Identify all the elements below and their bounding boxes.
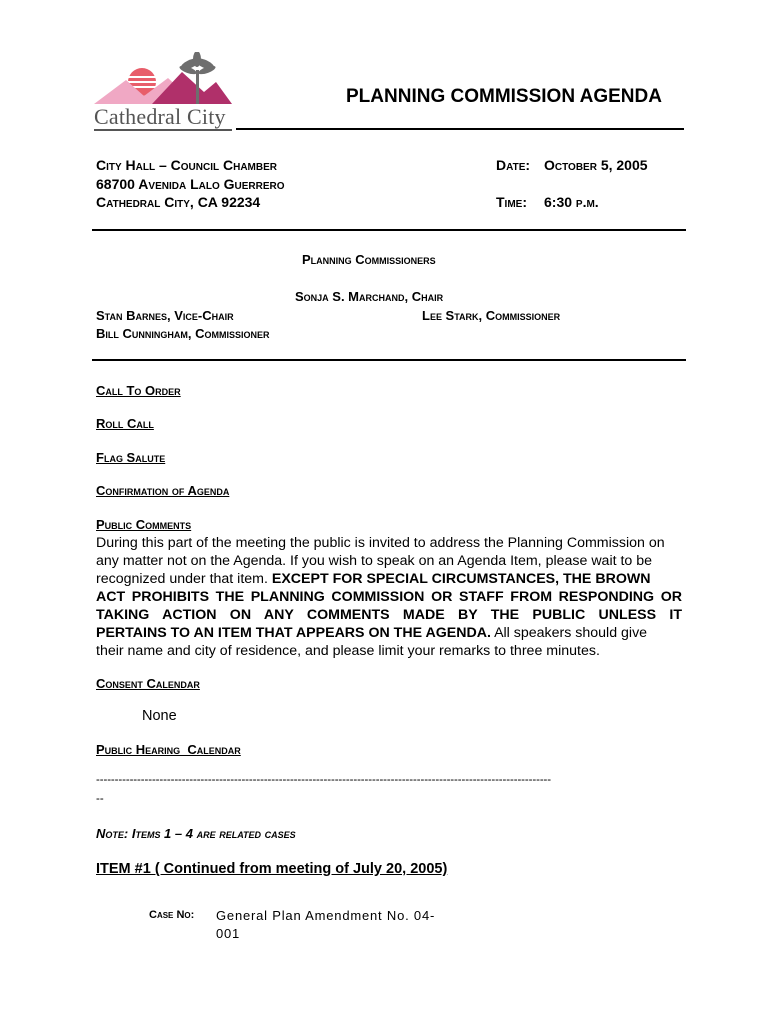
time-value: 6:30 p.m.	[544, 194, 599, 210]
time-label: Time:	[496, 194, 527, 210]
city-name-text: Cathedral City	[94, 104, 226, 129]
section-public-hearing: Public Hearing Calendar	[96, 742, 241, 757]
address-line-1: City Hall – Council Chamber	[96, 157, 277, 173]
public-comments-line-3	[96, 570, 682, 588]
dash-separator-line-2: --	[96, 793, 104, 805]
public-comments-line-6	[96, 624, 682, 642]
address-line-3: Cathedral City, CA 92234	[96, 194, 261, 210]
page-title: PLANNING COMMISSION AGENDA	[346, 86, 662, 107]
section-public-comments: Public Comments	[96, 517, 192, 532]
public-comments-line-6-normal: All speakers should give	[490, 625, 648, 641]
header-rule	[92, 229, 686, 231]
note-related-cases: Note: Items 1 – 4 are related cases	[96, 826, 296, 841]
public-comments-line-4: ACT PROHIBITS THE PLANNING COMMISSION OR STAFF FROM RESPONDING OR	[96, 589, 682, 605]
commissioner-chair: Sonja S. Marchand, Chair	[295, 289, 444, 304]
section-confirmation: Confirmation of Agenda	[96, 483, 230, 498]
commissioner-vice-chair: Stan Barnes, Vice-Chair	[96, 308, 234, 323]
commissioner-left: Bill Cunningham, Commissioner	[96, 326, 270, 341]
public-comments-line-3-bold: EXCEPT FOR SPECIAL CIRCUMSTANCES, THE BROWN	[271, 571, 651, 587]
address-line-2: 68700 Avenida Lalo Guerrero	[96, 176, 285, 192]
section-flag-salute: Flag Salute	[96, 450, 166, 465]
public-comments-line-2: any matter not on the Agenda. If you wish to speak on an Agenda Item, please wait to be	[96, 553, 653, 569]
public-comments-line-6-bold: PERTAINS TO AN ITEM THAT APPEARS ON THE AGENDA.	[96, 625, 491, 641]
section-call-to-order: Call To Order	[96, 383, 181, 398]
section-roll-call: Roll Call	[96, 416, 154, 431]
consent-none: None	[142, 708, 177, 724]
public-comments-line-3-normal: recognized under that item.	[96, 571, 272, 587]
date-label: Date:	[496, 157, 531, 173]
title-rule	[236, 128, 684, 130]
palm-trunk	[196, 70, 199, 104]
case-no-line-1: General Plan Amendment No. 04-	[216, 908, 436, 923]
public-comments-line-1: During this part of the meeting the public is invited to address the Planning Commission on	[96, 535, 665, 551]
commissioners-rule	[92, 359, 686, 361]
section-consent-calendar: Consent Calendar	[96, 676, 200, 691]
date-value: October 5, 2005	[544, 157, 648, 173]
public-comments-line-7: their name and city of residence, and please limit your remarks to three minutes.	[96, 643, 600, 659]
commissioner-right: Lee Stark, Commissioner	[422, 308, 561, 323]
commissioners-heading: Planning Commissioners	[302, 252, 436, 267]
dash-separator-line-1: --------------------------------------------------------------------------------------------------------------------------	[96, 774, 552, 786]
public-comments-line-5: TAKING ACTION ON ANY COMMENTS MADE BY THE PUBLIC UNLESS IT	[96, 607, 682, 623]
city-logo-graphic	[92, 52, 234, 110]
case-no-line-2: 001	[216, 926, 241, 941]
item-1-title: ITEM #1 ( Continued from meeting of July 20, 2005)	[96, 861, 448, 877]
case-no-label: Case No:	[149, 909, 195, 921]
city-logo	[92, 52, 234, 134]
